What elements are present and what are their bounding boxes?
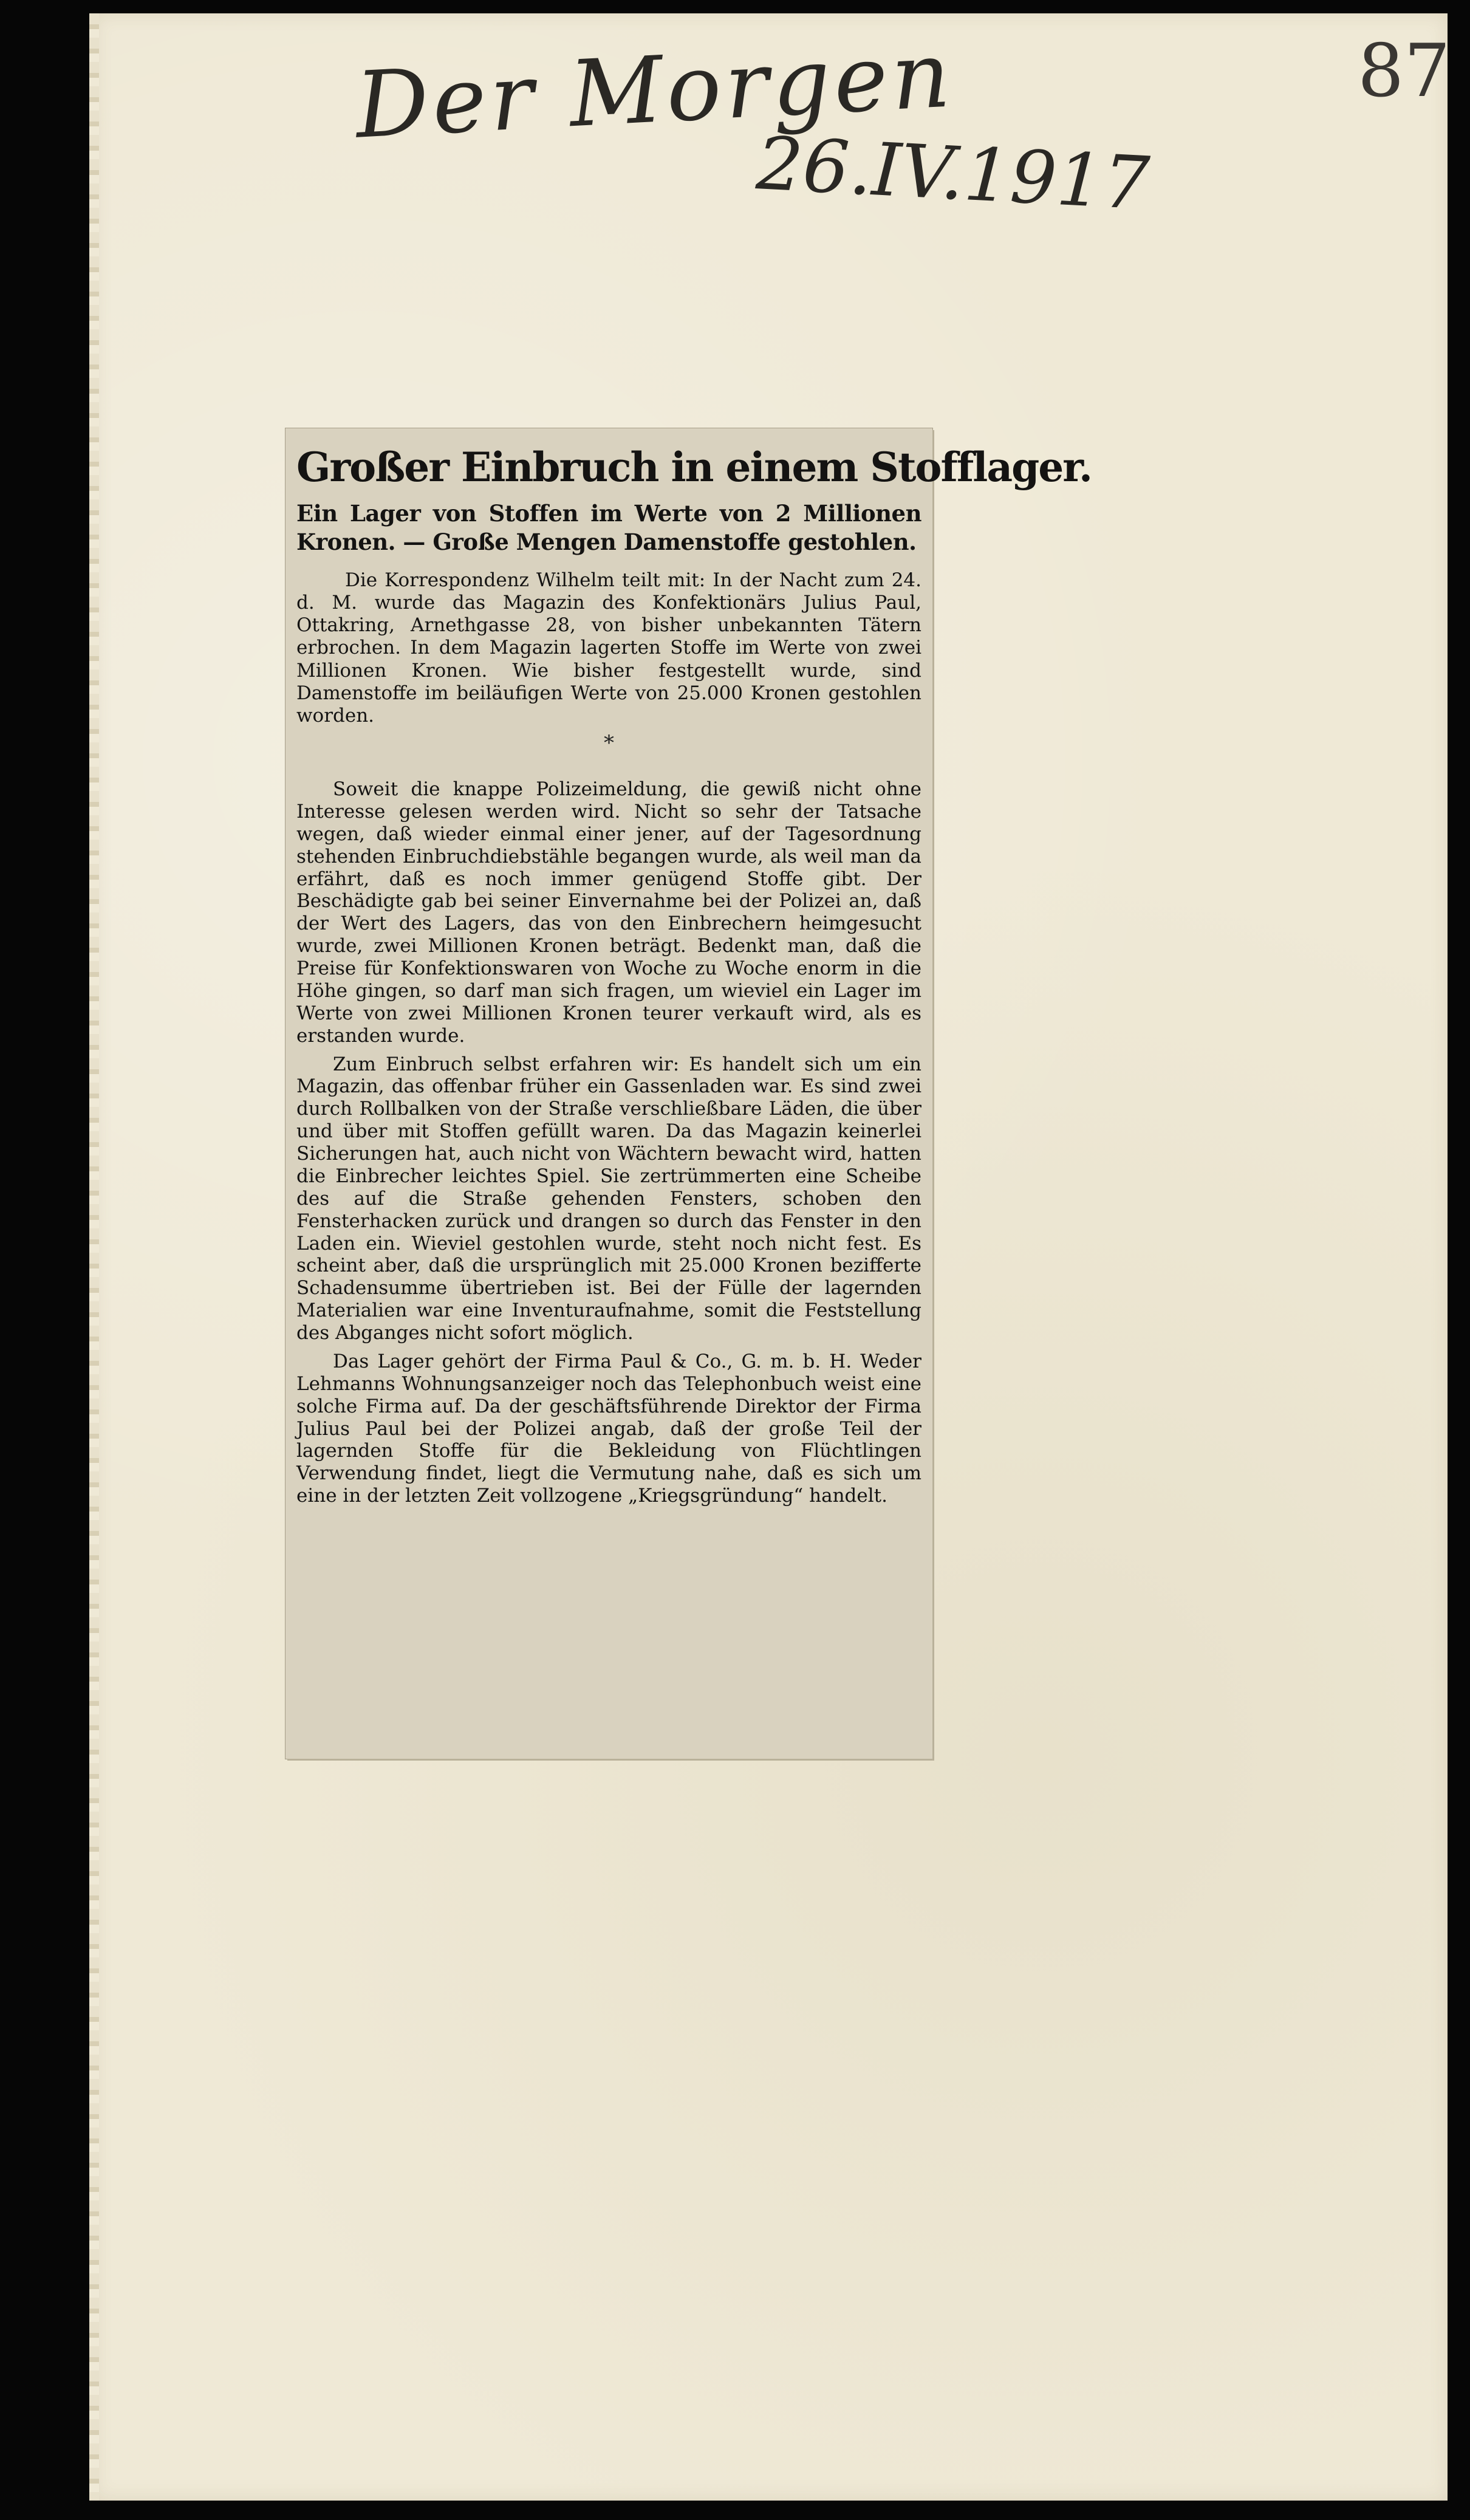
article-subheadline: Ein Lager von Stoffen im Werte von 2 Millionen Kronen. — Große Mengen Damenstoffe gestohlen. — [296, 500, 921, 555]
handwritten-newspaper-title: Der Morgen — [353, 22, 957, 159]
article-paragraph: Soweit die knappe Polizeimeldung, die gewiß nicht ohne Interesse gelesen werden wird. Nicht so sehr der Tatsache wegen, daß wieder einmal einer jener, auf der Tagesordnung stehenden Einbruchdiebstähle begangen wurde, als weil man da erfährt, daß es noch immer genügend Stoffe gibt. Der Beschädigte gab bei seiner Einvernahme bei der Polizei an, daß der Wert des Lagers, das von den Einbrechern heimgesucht wurde, zwei Millionen Kronen beträgt. Bedenkt man, daß die Preise für Konfektionswaren von Woche zu Woche enorm in die Höhe gingen, so darf man sich fragen, um wieviel ein Lager im Werte von zwei Millionen Kronen teurer verkauft wird, als es erstanden wurde. — [296, 778, 921, 1047]
article-headline: Großer Einbruch in einem Stofflager. — [296, 443, 1092, 491]
handwritten-page-number: 87 — [1358, 29, 1451, 114]
article-paragraph: Das Lager gehört der Firma Paul & Co., G. m. b. H. Weder Lehmanns Wohnungsanzeiger noch das Telephonbuch weist eine solche Firma auf. Da der geschäftsführende Direktor der Firma Julius Paul bei der Polizei angab, daß der große Teil der lagernden Stoffe für die Bekleidung von Flüchtlingen Verwendung findet, liegt die Vermutung nahe, daß es sich um eine in der letzten Zeit vollzogene „Kriegsgründung“ handelt. — [296, 1350, 921, 1507]
newspaper-clipping — [285, 428, 1092, 1759]
article-paragraph: Zum Einbruch selbst erfahren wir: Es handelt sich um ein Magazin, das offenbar früher ein Gassenladen war. Es sind zwei durch Rollbalken von der Straße verschließbare Läden, die über und über mit Stoffen gefüllt waren. Da das Magazin keinerlei Sicherungen hat, auch nicht von Wächtern bewacht wird, hatten die Einbrecher leichtes Spiel. Sie zertrümmerten eine Scheibe des auf die Straße gehenden Fensters, schoben den Fensterhacken zurück und drangen so durch das Fenster in den Laden ein. Wieviel gestohlen wurde, steht noch nicht fest. Es scheint aber, daß die ursprünglich mit 25.000 Kronen bezifferte Schadensumme übertrieben ist. Bei der Fülle der lagernden Materialien war eine Inventuraufnahme, somit die Feststellung des Abganges nicht sofort möglich. — [296, 1053, 921, 1344]
asterisk-separator: * — [604, 731, 614, 756]
handwritten-date: 26.IV.1917 — [754, 122, 1152, 227]
article-lead-paragraph: Die Korrespondenz Wilhelm teilt mit: In der Nacht zum 24. d. M. wurde das Magazin des Konfektionärs Julius Paul, Ottakring, Arnethgasse 28, von bisher unbekannten Tätern erbrochen. In dem Magazin lagerten Stoffe im Werte von zwei Millionen Kronen. Wie bisher festgestellt wurde, sind Damenstoffe im beiläufigen Werte von 25.000 Kronen gestohlen worden. — [296, 569, 921, 727]
